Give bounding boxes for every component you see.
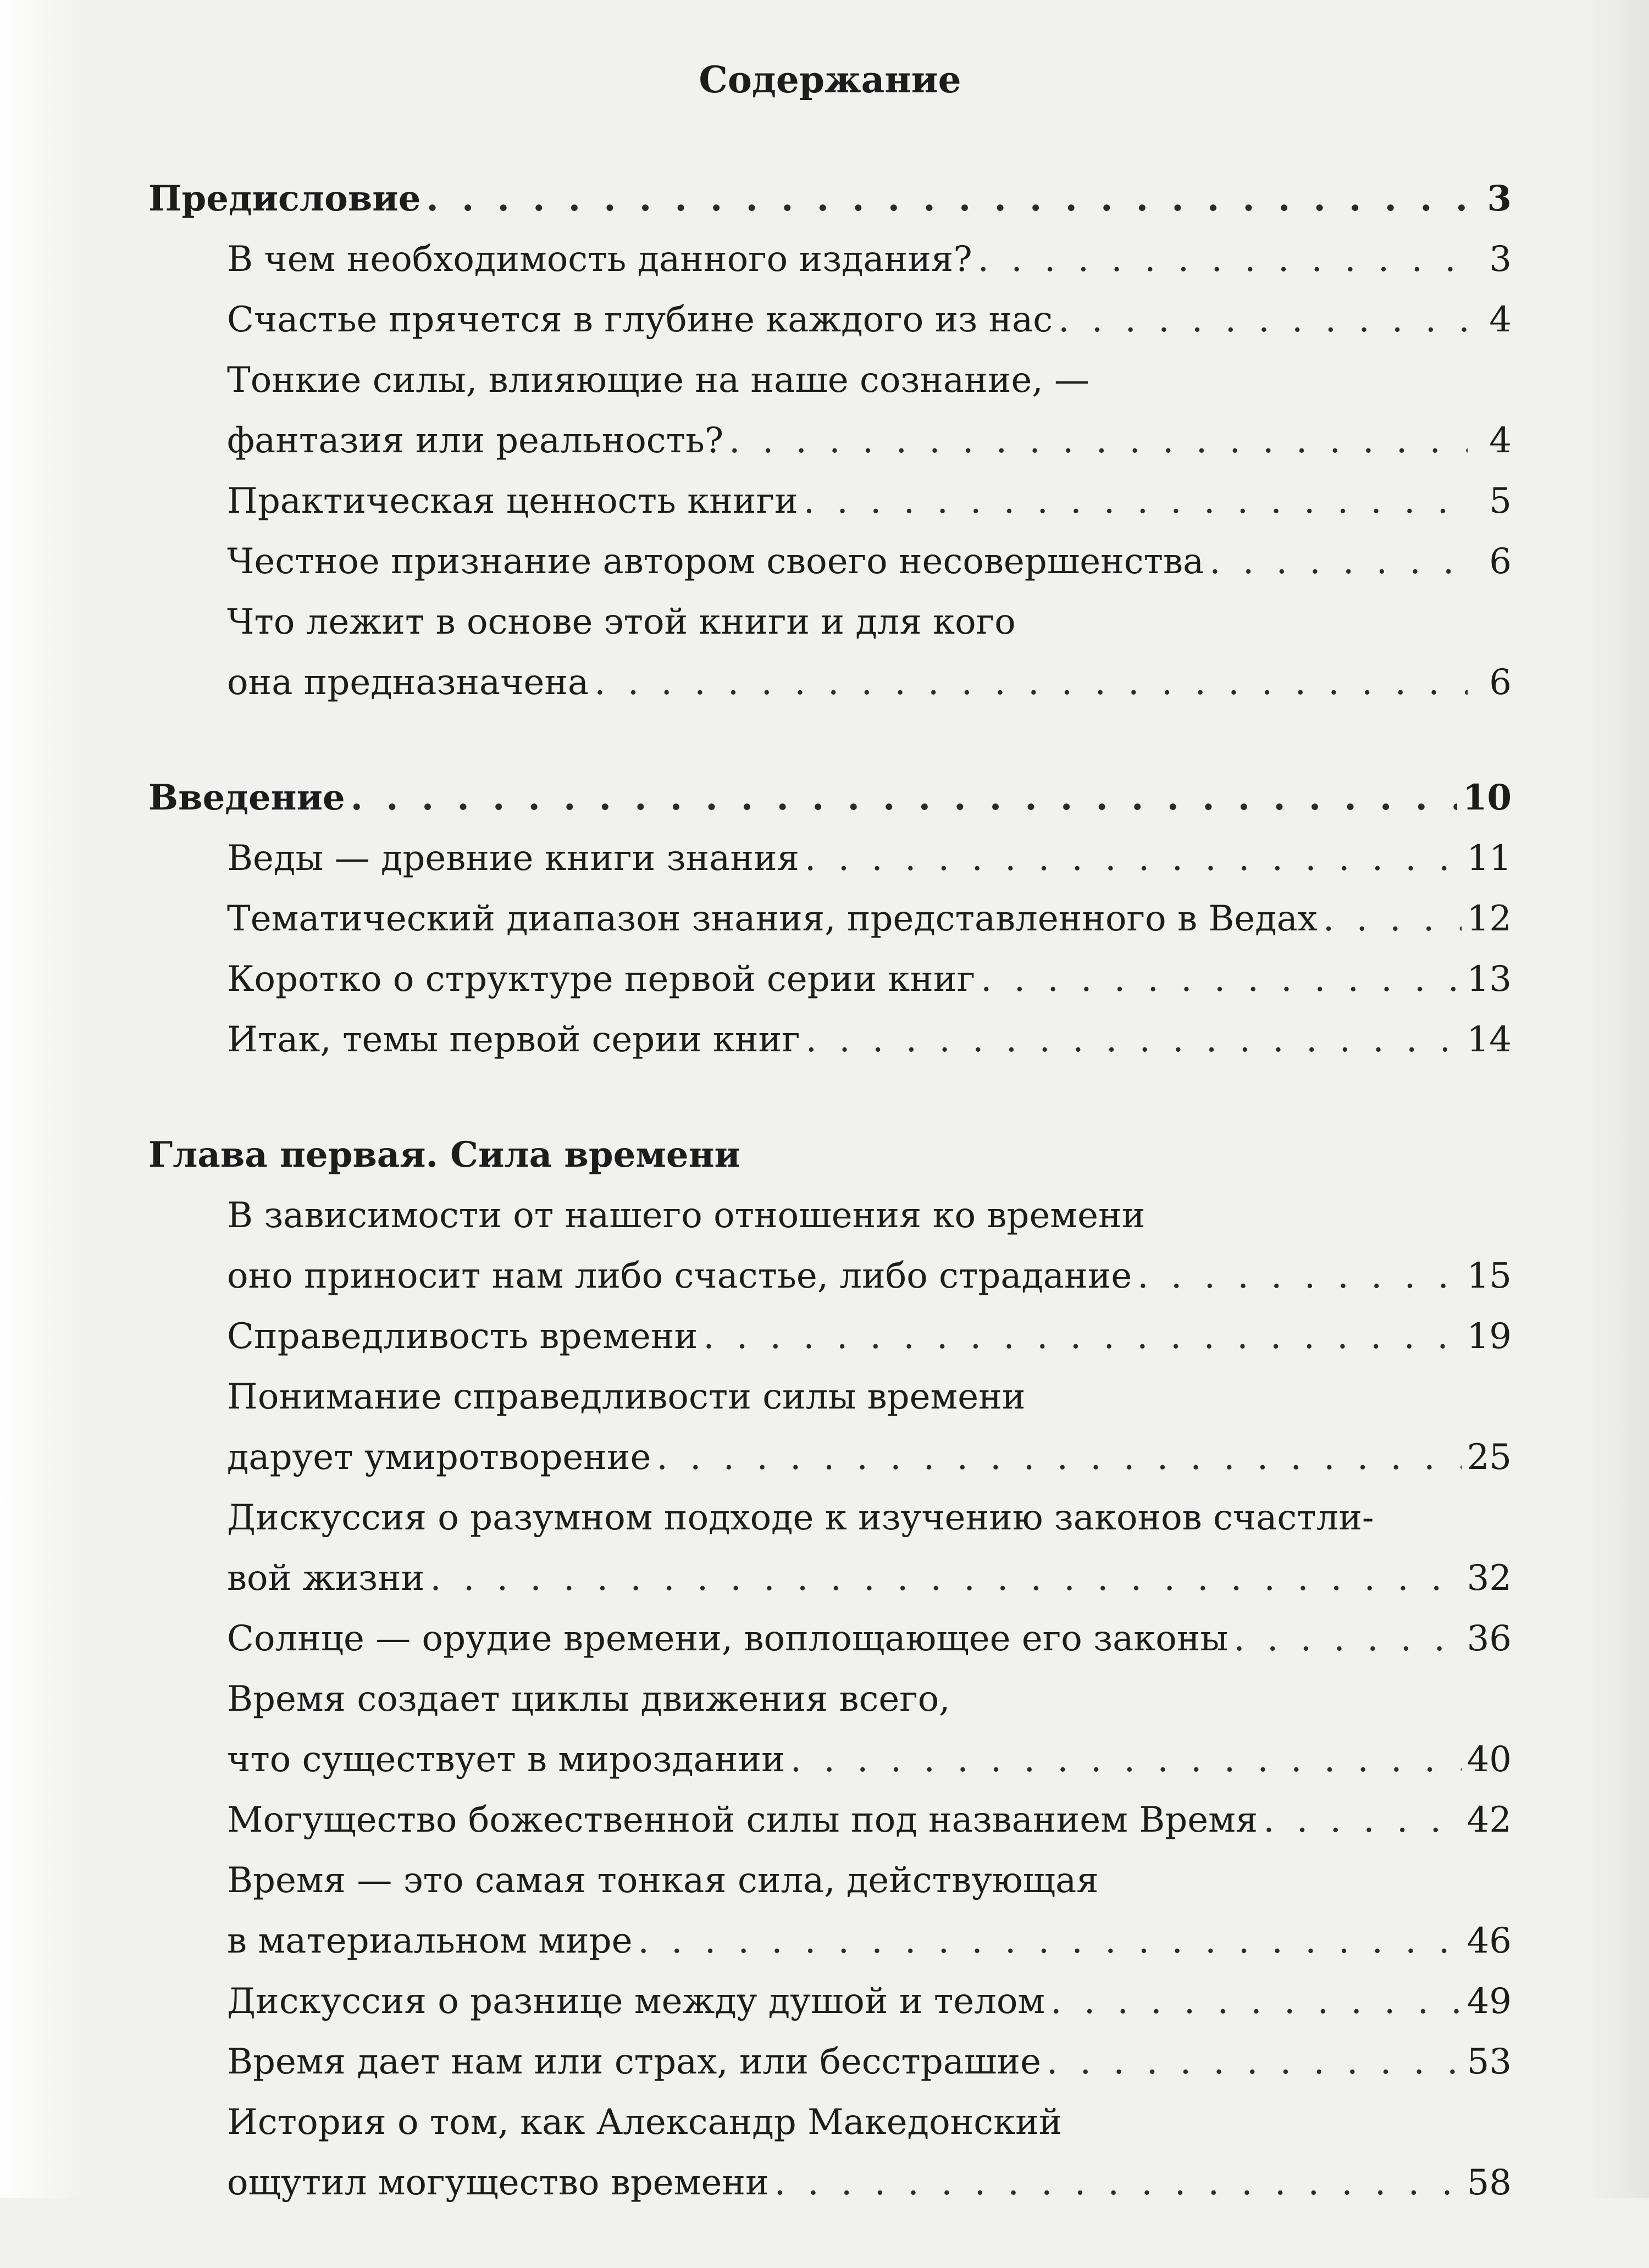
- toc-entry[interactable]: [148, 1729, 1512, 1790]
- toc-sections: [148, 169, 1512, 2213]
- page-number: 42: [1467, 1800, 1512, 1840]
- page-number: 25: [1467, 1437, 1512, 1478]
- page-number: 58: [1467, 2162, 1512, 2203]
- page-left-edge: [0, 0, 82, 2198]
- dot-leader: [1233, 1609, 1461, 1669]
- dot-leader: [430, 1548, 1461, 1609]
- dot-leader: [790, 1729, 1462, 1790]
- entry-text: В зависимости от нашего отношения ко времени: [227, 1195, 1146, 1236]
- toc-section: [148, 768, 1512, 1070]
- page-number: 19: [1467, 1316, 1512, 1357]
- toc-entry[interactable]: [148, 229, 1512, 290]
- entry-text: Время дает нам или страх, или бесстрашие: [227, 2042, 1041, 2082]
- page-number: 12: [1467, 899, 1512, 939]
- page-number: 15: [1467, 1256, 1512, 1296]
- toc-section-heading[interactable]: [148, 169, 1512, 229]
- section-title: Предисловие: [148, 178, 421, 219]
- dot-leader: [804, 471, 1468, 531]
- toc-entry-line: [148, 1850, 1512, 1911]
- toc-entry[interactable]: [148, 1010, 1512, 1070]
- dot-leader: [1047, 2032, 1462, 2092]
- dot-leader: [774, 2153, 1462, 2213]
- toc-entry[interactable]: [148, 1790, 1512, 1850]
- dot-leader: [703, 1306, 1461, 1367]
- toc-entry[interactable]: [148, 949, 1512, 1010]
- toc-entry[interactable]: [148, 411, 1512, 471]
- dot-leader: [1050, 1971, 1461, 2032]
- entry-text: Могущество божественной силы под названием Время: [227, 1800, 1258, 1840]
- toc-entry[interactable]: [148, 471, 1512, 531]
- dot-leader: [638, 1911, 1461, 1971]
- section-title: Введение: [148, 777, 345, 818]
- dot-leader: [426, 169, 1468, 229]
- section-title: Глава первая. Сила времени: [148, 1134, 740, 1175]
- toc-entry[interactable]: [148, 290, 1512, 350]
- toc-entry[interactable]: [148, 531, 1512, 592]
- page-number: 36: [1467, 1618, 1512, 1659]
- dot-leader: [1137, 1246, 1461, 1306]
- page-number: 10: [1462, 777, 1512, 818]
- entry-text: что существует в мироздании: [227, 1739, 785, 1780]
- toc-entry[interactable]: [148, 652, 1512, 713]
- dot-leader: [1058, 290, 1468, 350]
- dot-leader: [729, 411, 1468, 471]
- page-number: 46: [1467, 1921, 1512, 1961]
- entry-text: Тонкие силы, влияющие на наше сознание, —: [227, 360, 1089, 401]
- entry-text: История о том, как Александр Македонский: [227, 2102, 1063, 2143]
- page-right-edge: [1572, 0, 1649, 2198]
- toc-entry-line: [148, 2092, 1512, 2153]
- dot-leader: [978, 229, 1468, 290]
- toc-section-heading[interactable]: [148, 768, 1512, 828]
- entry-text: Честное признание автором своего несовершенства: [227, 541, 1204, 582]
- toc-entry[interactable]: [148, 828, 1512, 889]
- page-number: 4: [1489, 300, 1512, 340]
- entry-text: Дискуссия о разумном подходе к изучению законов счастли-: [227, 1498, 1374, 1538]
- page-number: 53: [1467, 2042, 1512, 2082]
- entry-text: дарует умиротворение: [227, 1437, 651, 1478]
- page-number: 49: [1467, 1981, 1512, 2022]
- page-number: 32: [1467, 1558, 1512, 1599]
- entry-text: фантазия или реальность?: [227, 420, 724, 461]
- entry-text: Справедливость времени: [227, 1316, 698, 1357]
- page-title: Содержание: [699, 58, 961, 101]
- page-number: 14: [1467, 1019, 1512, 1060]
- toc-section: [148, 169, 1512, 713]
- toc-entry[interactable]: [148, 1427, 1512, 1488]
- toc-entry[interactable]: [148, 2153, 1512, 2213]
- toc-entry-line: [148, 1488, 1512, 1548]
- page-number: 6: [1489, 662, 1512, 703]
- page-number: 4: [1489, 420, 1512, 461]
- toc-entry[interactable]: [148, 1971, 1512, 2032]
- entry-text: вой жизни: [227, 1558, 425, 1599]
- page-number: 3: [1487, 178, 1512, 219]
- table-of-contents: [148, 52, 1512, 2268]
- dot-leader: [656, 1427, 1461, 1488]
- entry-text: Время — это самая тонкая сила, действующая: [227, 1860, 1099, 1901]
- entry-text: Счастье прячется в глубине каждого из нас: [227, 300, 1053, 340]
- dot-leader: [1263, 1790, 1461, 1850]
- toc-entry[interactable]: [148, 889, 1512, 949]
- toc-entry[interactable]: [148, 1548, 1512, 1609]
- entry-text: Дискуссия о разнице между душой и телом: [227, 1981, 1045, 2022]
- toc-section-heading[interactable]: [148, 1125, 1512, 1185]
- page-number: 13: [1467, 959, 1512, 1000]
- page-number: 6: [1489, 541, 1512, 582]
- toc-entry[interactable]: [148, 1609, 1512, 1669]
- page-number: 3: [1489, 239, 1512, 280]
- entry-text: Веды — древние книги знания: [227, 838, 799, 879]
- entry-text: в материальном мире: [227, 1921, 633, 1961]
- toc-entry[interactable]: [148, 1306, 1512, 1367]
- toc-entry[interactable]: [148, 1246, 1512, 1306]
- toc-entry-line: [148, 350, 1512, 411]
- entry-text: ощутил могущество времени: [227, 2162, 769, 2203]
- entry-text: Тематический диапазон знания, представленного в Ведах: [227, 899, 1318, 939]
- entry-text: Время создает циклы движения всего,: [227, 1679, 950, 1720]
- entry-text: Что лежит в основе этой книги и для кого: [227, 602, 1016, 642]
- entry-text: оно приносит нам либо счастье, либо страдание: [227, 1256, 1132, 1296]
- entry-text: В чем необходимость данного издания?: [227, 239, 972, 280]
- entry-text: Итак, темы первой серии книг: [227, 1019, 800, 1060]
- toc-entry[interactable]: [148, 2032, 1512, 2092]
- dot-leader: [351, 768, 1457, 828]
- entry-text: она предназначена: [227, 662, 589, 703]
- entry-text: Солнце — орудие времени, воплощающее его законы: [227, 1618, 1229, 1659]
- toc-entry-line: [148, 592, 1512, 652]
- toc-entry-line: [148, 1185, 1512, 1246]
- toc-entry-line: [148, 1669, 1512, 1729]
- page-number: 5: [1489, 481, 1512, 522]
- entry-text: Практическая ценность книги: [227, 481, 798, 522]
- dot-leader: [805, 828, 1462, 889]
- dot-leader: [806, 1010, 1462, 1070]
- dot-leader: [981, 949, 1461, 1010]
- page-number: 11: [1467, 838, 1512, 879]
- page-number: 40: [1467, 1739, 1512, 1780]
- dot-leader: [594, 652, 1468, 713]
- toc-entry-line: [148, 1367, 1512, 1427]
- dot-leader: [1209, 531, 1468, 592]
- dot-leader: [1323, 889, 1462, 949]
- entry-text: Понимание справедливости силы времени: [227, 1377, 1026, 1417]
- entry-text: Коротко о структуре первой серии книг: [227, 959, 976, 1000]
- toc-section: [148, 1125, 1512, 2213]
- toc-entry[interactable]: [148, 1911, 1512, 1971]
